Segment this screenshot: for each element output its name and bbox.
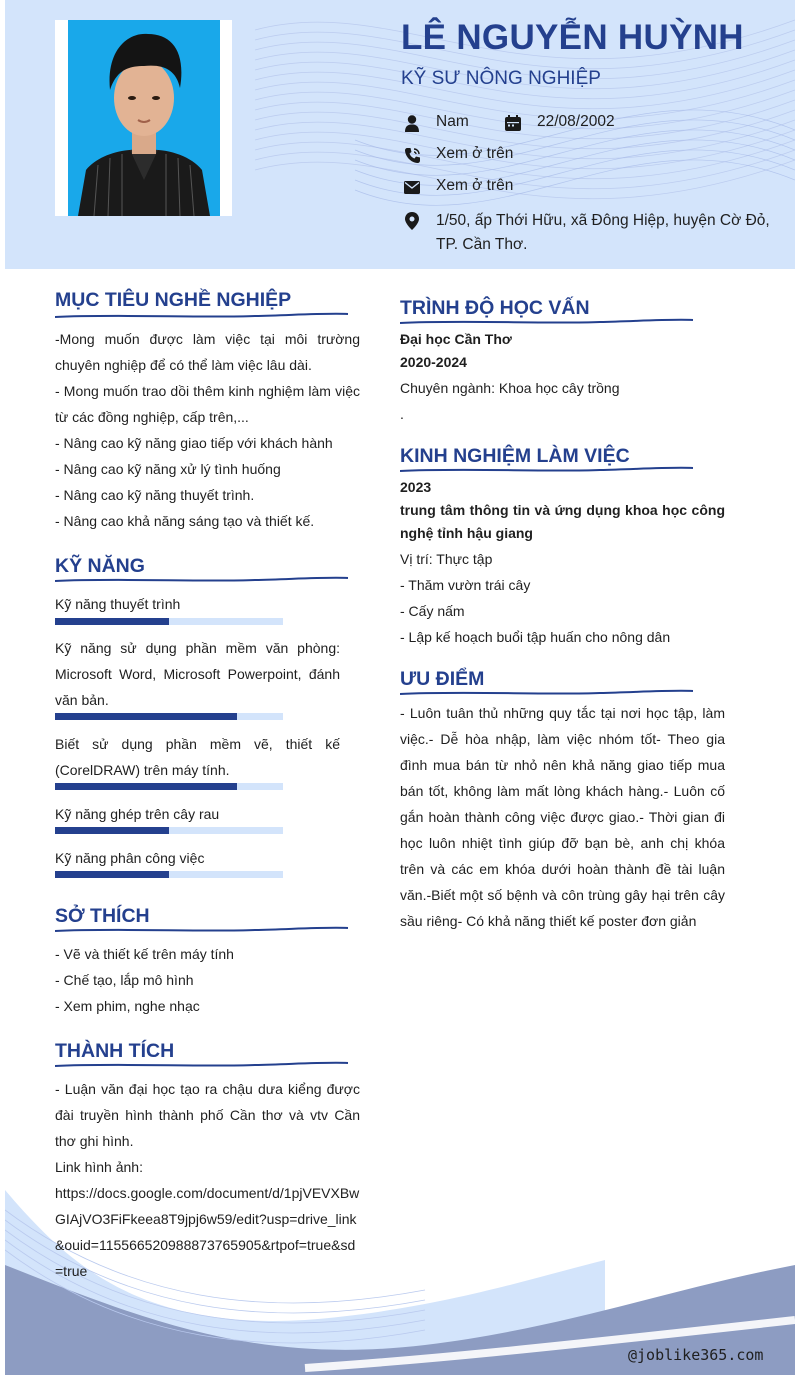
cv-page <box>5 0 795 1375</box>
experience-task: - Lập kế hoạch buổi tập huấn cho nông dân <box>400 629 671 645</box>
candidate-name: LÊ NGUYỄN HUỲNH <box>401 18 744 57</box>
experience-tasks <box>400 572 725 650</box>
gender-row <box>401 113 469 133</box>
strengths-title: ƯU ĐIỂM <box>400 668 485 690</box>
profile-photo-frame <box>55 20 232 216</box>
address-line-2: TP. Cần Thơ. <box>436 236 528 253</box>
achievements-link-label: Link hình ảnh: <box>55 1159 143 1175</box>
achievements-underline <box>55 1061 350 1069</box>
experience-task: - Thăm vườn trái cây <box>400 577 531 593</box>
objective-line: - Mong muốn trao dồi thêm kinh nghiệm làm việc từ các đồng nghiệp, cấp trên,... <box>55 383 360 425</box>
profile-photo <box>68 20 220 216</box>
education-note: . <box>400 406 404 422</box>
experience-task: - Cấy nấm <box>400 603 465 619</box>
skill-bar-fill <box>55 871 169 878</box>
objective-line: - Nâng cao kỹ năng xử lý tình huống <box>55 461 281 477</box>
education-school: Đại học Cần Thơ <box>400 331 512 347</box>
gender-value: Nam <box>436 113 469 130</box>
hobbies-underline <box>55 926 350 934</box>
experience-company: trung tâm thông tin và ứng dụng khoa học công nghệ tỉnh hậu giang <box>400 502 725 541</box>
skill-bar-fill <box>55 827 169 834</box>
skill-bar-fill <box>55 618 169 625</box>
skill-label: Kỹ năng phân công việc <box>55 850 205 866</box>
hobby-item: - Chế tạo, lắp mô hình <box>55 972 194 988</box>
skill-bar <box>55 871 283 878</box>
objective-title: MỤC TIÊU NGHỀ NGHIỆP <box>55 289 292 311</box>
objective-line: - Nâng cao khả năng sáng tạo và thiết kế. <box>55 513 315 529</box>
skill-label: Kỹ năng sử dụng phần mềm văn phòng: Microsoft Word, Microsoft Powerpoint, đánh văn bản. <box>55 640 340 708</box>
skills-underline <box>55 576 350 584</box>
experience-position: Vị trí: Thực tập <box>400 551 493 567</box>
experience-title: KINH NGHIỆM LÀM VIỆC <box>400 445 630 467</box>
objective-line: -Mong muốn được làm việc tại môi trường chuyên nghiệp để có thể làm việc lâu dài. <box>55 331 360 373</box>
email-value: Xem ở trên <box>436 177 514 194</box>
skill-bar <box>55 827 283 834</box>
birthdate-row <box>502 113 615 133</box>
experience-year: 2023 <box>400 479 432 495</box>
achievements-link[interactable]: https://docs.google.com/document/d/1pjVEVXBwGIAjVO3FiFkeea8T9jpj6w59/edit?usp=drive_link&ouid=115566520988873765905&rtpof=true&sd=true <box>55 1185 360 1279</box>
address-row <box>401 209 770 257</box>
objective-line: - Nâng cao kỹ năng giao tiếp với khách hành <box>55 435 333 451</box>
location-pin-icon <box>401 211 423 231</box>
mail-icon <box>401 177 423 197</box>
objective-text <box>55 326 360 534</box>
skill-bar <box>55 783 283 790</box>
person-icon <box>401 113 423 133</box>
skill-bar-fill <box>55 713 237 720</box>
objective-line: - Nâng cao kỹ năng thuyết trình. <box>55 487 255 503</box>
site-watermark: @joblike365.com <box>628 1346 764 1364</box>
achievements-text: - Luận văn đại học tạo ra chậu dưa kiểng được đài truyền hình thành phố Cần thơ và vtv Cần thơ ghi hình. <box>55 1081 360 1149</box>
education-underline <box>400 318 695 326</box>
cv-header <box>5 0 795 269</box>
skill-bar-fill <box>55 783 237 790</box>
experience-underline <box>400 466 695 474</box>
education-years: 2020-2024 <box>400 354 467 370</box>
skills-title: KỸ NĂNG <box>55 555 145 577</box>
skill-label: Biết sử dụng phần mềm vẽ, thiết kế (CorelDRAW) trên máy tính. <box>55 736 340 778</box>
candidate-job-title: KỸ SƯ NÔNG NGHIỆP <box>401 68 601 89</box>
email-row <box>401 177 513 197</box>
phone-icon <box>401 145 423 165</box>
address-value <box>436 209 770 257</box>
education-major: Chuyên ngành: Khoa học cây trồng <box>400 380 620 396</box>
phone-row <box>401 145 513 165</box>
achievements-title: THÀNH TÍCH <box>55 1040 175 1062</box>
calendar-icon <box>502 113 524 133</box>
skill-label: Kỹ năng thuyết trình <box>55 596 181 612</box>
skill-bar <box>55 713 283 720</box>
hobby-item: - Xem phim, nghe nhạc <box>55 998 200 1014</box>
objective-underline <box>55 312 350 320</box>
hobby-item: - Vẽ và thiết kế trên máy tính <box>55 946 234 962</box>
skill-bar <box>55 618 283 625</box>
birthdate-value: 22/08/2002 <box>537 113 615 130</box>
hobbies-list <box>55 941 360 1019</box>
education-title: TRÌNH ĐỘ HỌC VẤN <box>400 297 590 319</box>
address-line-1: 1/50, ấp Thới Hữu, xã Đông Hiệp, huyện Cờ Đỏ, <box>436 212 770 229</box>
skill-label: Kỹ năng ghép trên cây rau <box>55 806 220 822</box>
hobbies-title: SỞ THÍCH <box>55 905 150 927</box>
phone-value: Xem ở trên <box>436 145 514 162</box>
strengths-text: - Luôn tuân thủ những quy tắc tại nơi học tập, làm việc.- Dễ hòa nhập, làm việc nhóm tốt- Theo gia đình mua bán từ nhỏ nên khả năng giao tiếp mua bán tốt, không làm mất lòng khách hàng.- Luôn cố gắn hoàn thành công việc được giao.- Thời gian đi học luôn nhiệt tình giúp đỡ bạn bè, anh chị khóa trên và các em khóa dưới hoàn thành đề tài luận văn.-Biết một số bệnh và côn trùng gây hại trên cây sầu riêng- Có khả năng thiết kế poster đơn giản <box>400 705 725 929</box>
strengths-underline <box>400 689 695 697</box>
